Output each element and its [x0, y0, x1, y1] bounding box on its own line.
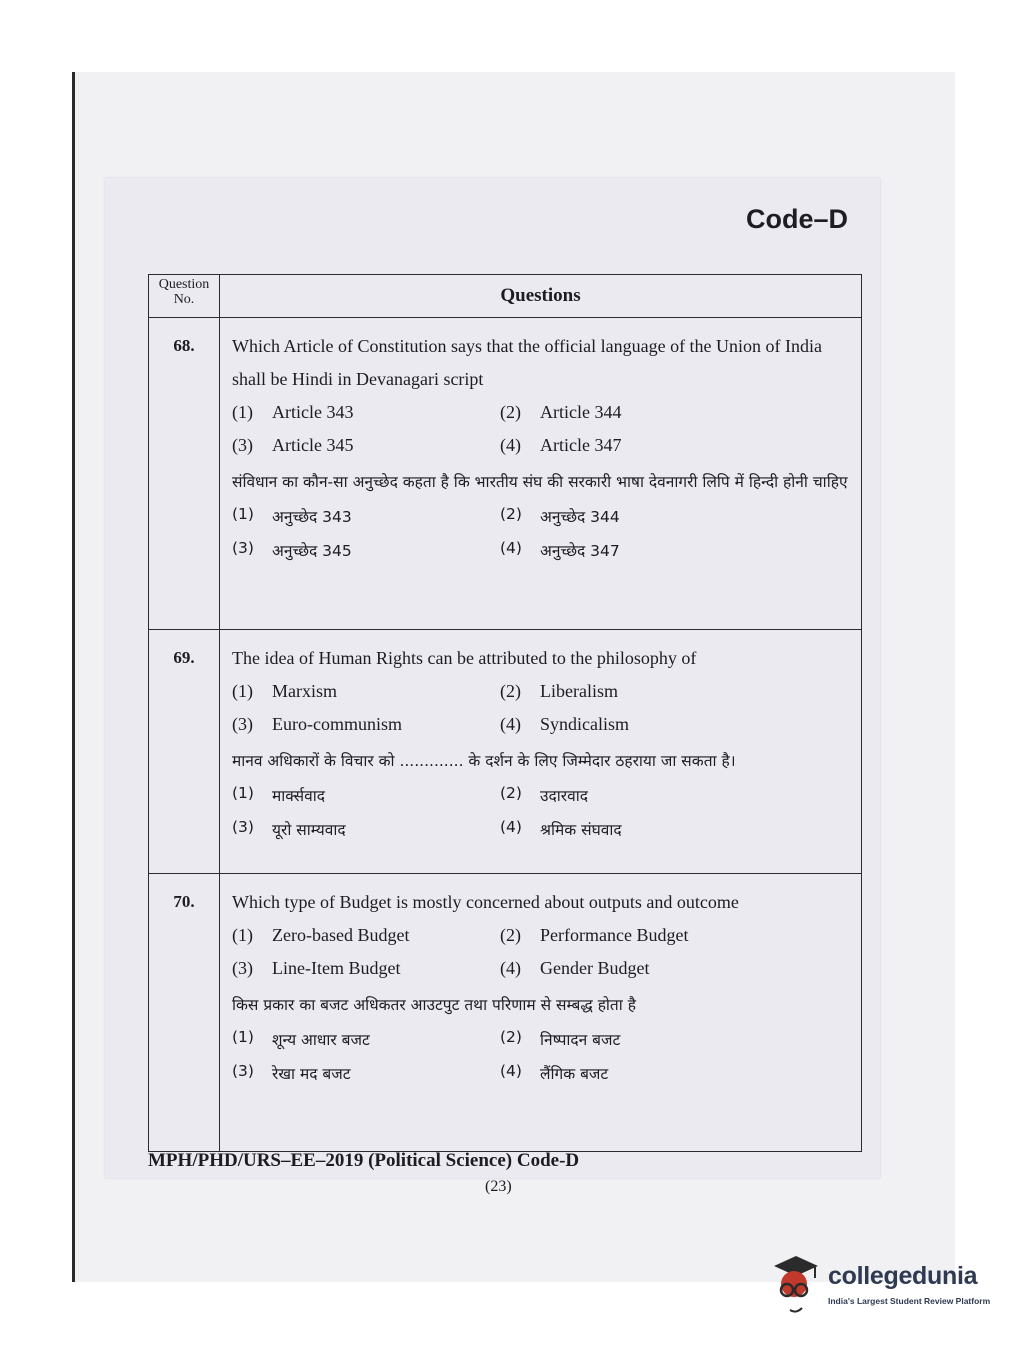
option: (3) रेखा मद बजट [232, 1062, 351, 1083]
option: (3) Line-Item Budget [232, 958, 401, 978]
question-number: 69. [149, 630, 220, 874]
question-number: 70. [149, 874, 220, 1152]
option: (2) निष्पादन बजट [500, 1028, 621, 1049]
option: (1) Marxism [232, 681, 337, 701]
options-english [232, 681, 855, 735]
option: (3) अनुच्छेद 345 [232, 539, 352, 560]
footer-paper-title: MPH/PHD/URS–EE–2019 (Political Science) Code-D [148, 1150, 580, 1171]
option: (2) उदारवाद [500, 784, 588, 805]
brand-tagline: India's Largest Student Review Platform [828, 1296, 991, 1306]
option: (4) Gender Budget [500, 958, 650, 978]
option: (2) Article 344 [500, 402, 622, 422]
option: (3) यूरो साम्यवाद [232, 818, 346, 839]
question-text-hindi: मानव अधिकारों के विचार को ............. के दर्शन के लिए जिम्मेदार ठहराया जा सकता है। [232, 752, 736, 770]
collegedunia-logo[interactable] [770, 1252, 1000, 1322]
option: (2) अनुच्छेद 344 [500, 505, 620, 526]
question-text-english: Which type of Budget is mostly concerned about outputs and outcome [232, 892, 739, 912]
table-header-row [149, 275, 862, 318]
questions-table [148, 274, 862, 1152]
question-number: 68. [149, 318, 220, 630]
question-text-english: The idea of Human Rights can be attributed to the philosophy of [232, 648, 697, 668]
option: (1) मार्क्सवाद [232, 784, 325, 805]
option: (1) शून्य आधार बजट [232, 1028, 370, 1049]
option: (4) श्रमिक संघवाद [500, 818, 622, 839]
option: (4) अनुच्छेद 347 [500, 539, 620, 560]
option: (3) Euro-communism [232, 714, 402, 734]
question-row [149, 318, 862, 630]
question-text-hindi: किस प्रकार का बजट अधिकतर आउटपुट तथा परिणाम से सम्बद्ध होता है [232, 996, 636, 1014]
options-english [232, 402, 855, 456]
question-row [149, 874, 862, 1152]
paper-code: Code–D [746, 204, 849, 234]
question-text-hindi: संविधान का कौन-सा अनुच्छेद कहता है कि भारतीय संघ की सरकारी भाषा देवनागरी लिपि में हिन्दी होनी चाहिए [232, 473, 848, 491]
option: (1) Article 343 [232, 402, 354, 422]
options-english [232, 925, 855, 979]
option: (4) Article 347 [500, 435, 622, 455]
question-body [220, 630, 862, 874]
question-row [149, 630, 862, 874]
question-text-english: Which Article of Constitution says that the official language of the Union of India shall be Hindi in Devanagari script [232, 336, 823, 389]
option: (1) Zero-based Budget [232, 925, 410, 945]
options-hindi [232, 505, 855, 561]
option: (2) Performance Budget [500, 925, 689, 945]
option: (4) लैंगिक बजट [500, 1062, 609, 1083]
option: (2) Liberalism [500, 681, 618, 701]
options-hindi [232, 1028, 855, 1084]
question-body [220, 874, 862, 1152]
option: (3) Article 345 [232, 435, 354, 455]
brand-name: collegedunia [828, 1262, 978, 1290]
option: (4) Syndicalism [500, 714, 629, 734]
column-header-questions: Questions [220, 275, 862, 318]
column-header-qno: Question No. [149, 275, 220, 318]
graduate-mascot-icon [770, 1252, 826, 1316]
options-hindi [232, 784, 855, 840]
question-body [220, 318, 862, 630]
page-number: (23) [485, 1178, 512, 1195]
option: (1) अनुच्छेद 343 [232, 505, 352, 526]
